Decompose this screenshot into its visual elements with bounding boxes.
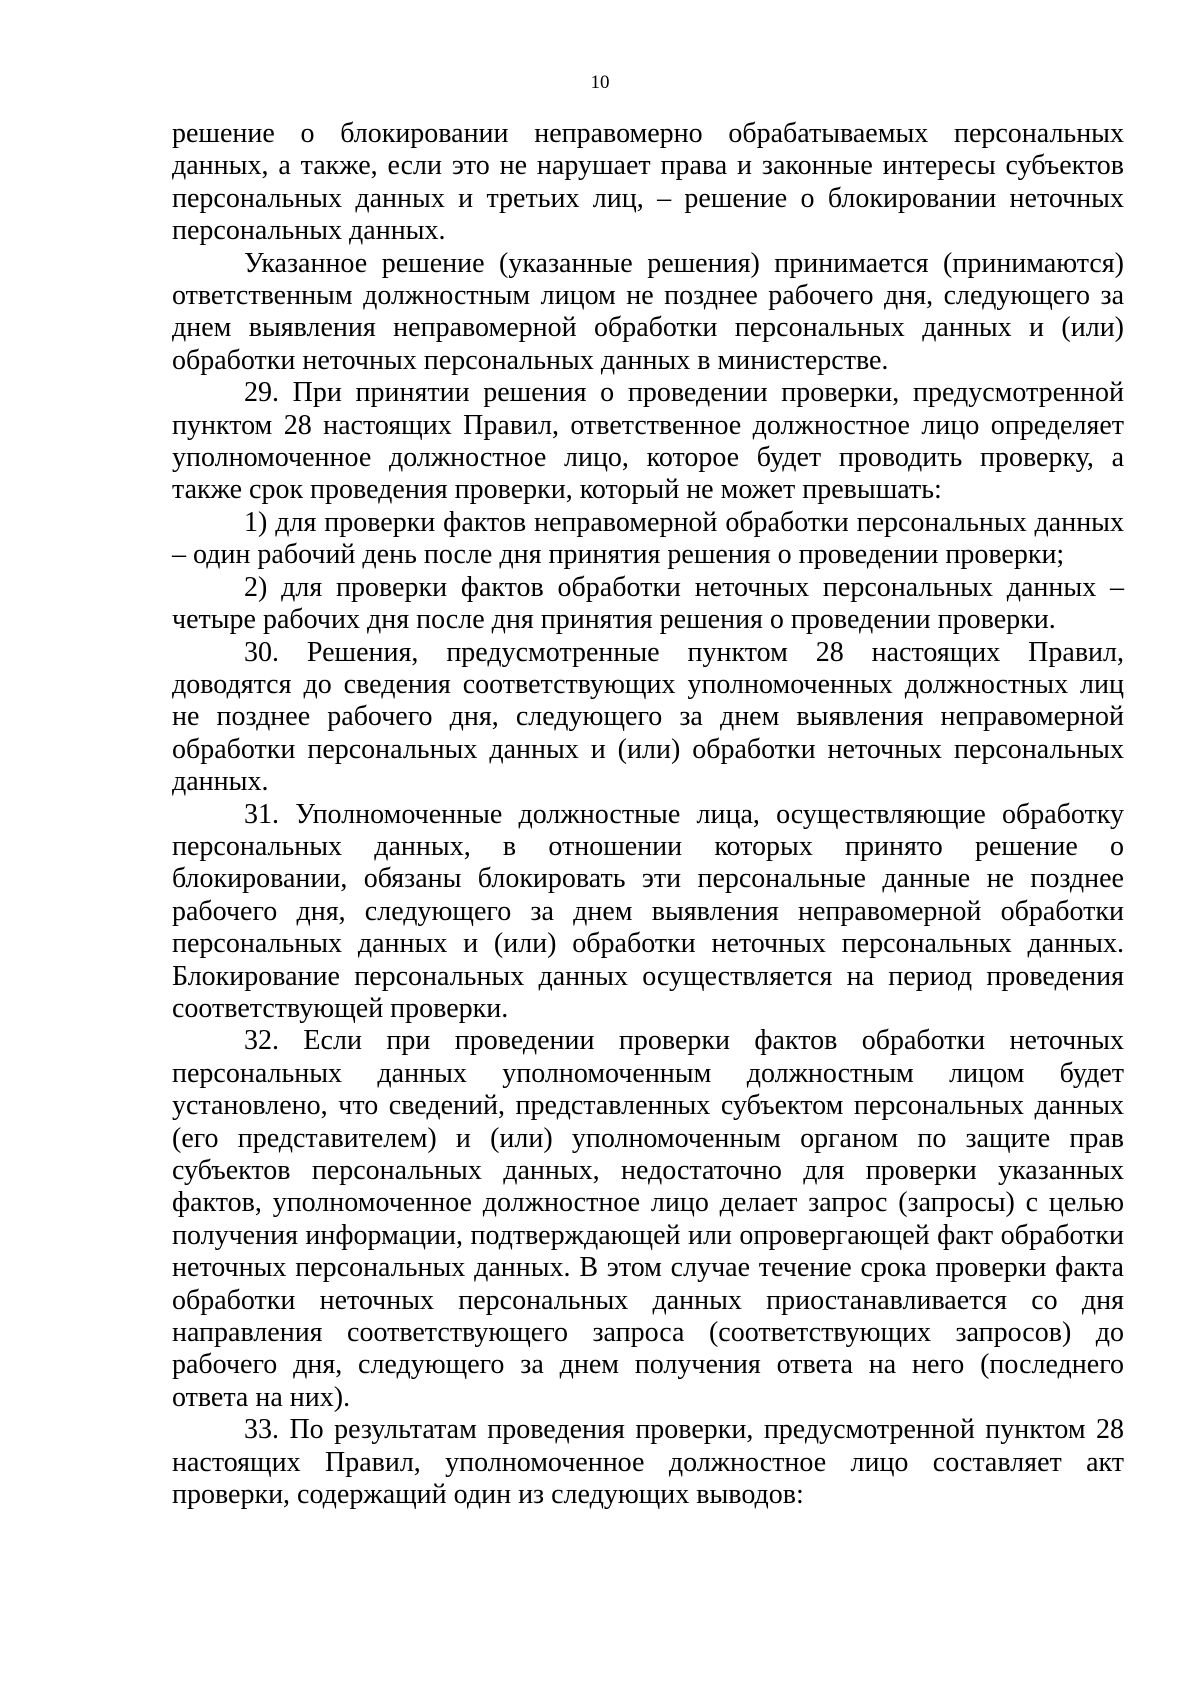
paragraph-continuation: решение о блокировании неправомерно обрабатываемых персональных данных, а также, если это не нарушает права и законные интересы субъектов персональных данных и третьих лиц, – решение о блокировании неточных персональных данных.	[172, 118, 1124, 247]
paragraph-29-item-2: 2) для проверки фактов обработки неточных персональных данных – четыре рабочих дня после дня принятия решения о проведении проверки.	[172, 571, 1124, 636]
paragraph-29: 29. При принятии решения о проведении проверки, предусмотренной пунктом 28 настоящих Правил, ответственное должностное лицо определяет уполномоченное должностное лицо, которое будет проводить проверку, а также срок проведения проверки, который не может превышать:	[172, 377, 1124, 506]
paragraph-decision: Указанное решение (указанные решения) принимается (принимаются) ответственным должностным лицом не позднее рабочего дня, следующего за днем выявления неправомерной обработки персональных данных и (или) обработки неточных персональных данных в министерстве.	[172, 247, 1124, 376]
paragraph-30: 30. Решения, предусмотренные пунктом 28 настоящих Правил, доводятся до сведения соответствующих уполномоченных должностных лиц не позднее рабочего дня, следующего за днем выявления неправомерной обработки персональных данных и (или) обработки неточных персональных данных.	[172, 636, 1124, 798]
paragraph-32: 32. Если при проведении проверки фактов обработки неточных персональных данных уполномоченным должностным лицом будет установлено, что сведений, представленных субъектом персональных данных (его представителем) и (или) уполномоченным органом по защите прав субъектов персональных данных, недостаточно для проверки указанных фактов, уполномоченное должностное лицо делает запрос (запросы) с целью получения информации, подтверждающей или опровергающей факт обработки неточных персональных данных. В этом случае течение срока проверки факта обработки неточных персональных данных приостанавливается со дня направления соответствующего запроса (соответствующих запросов) до рабочего дня, следующего за днем получения ответа на него (последнего ответа на них).	[172, 1025, 1124, 1413]
paragraph-31: 31. Уполномоченные должностные лица, осуществляющие обработку персональных данных, в отношении которых принято решение о блокировании, обязаны блокировать эти персональные данные не позднее рабочего дня, следующего за днем выявления неправомерной обработки персональных данных и (или) обработки неточных персональных данных. Блокирование персональных данных осуществляется на период проведения соответствующей проверки.	[172, 798, 1124, 1024]
paragraph-33: 33. По результатам проведения проверки, предусмотренной пунктом 28 настоящих Правил, уполномоченное должностное лицо составляет акт проверки, содержащий один из следующих выводов:	[172, 1414, 1124, 1511]
paragraph-29-item-1: 1) для проверки фактов неправомерной обработки персональных данных – один рабочий день после дня принятия решения о проведении проверки;	[172, 506, 1124, 571]
document-body	[172, 118, 1124, 1511]
page-number: 10	[590, 72, 610, 93]
